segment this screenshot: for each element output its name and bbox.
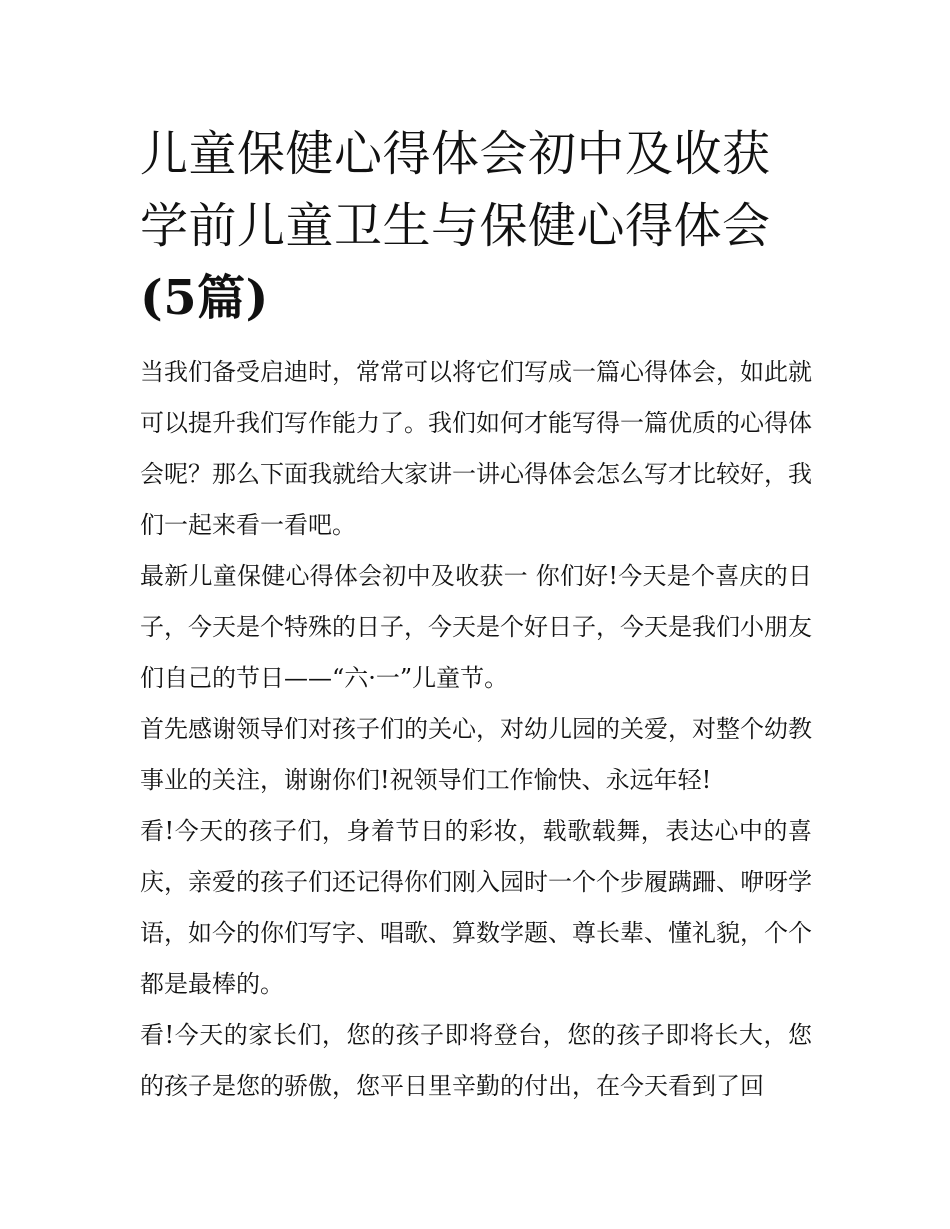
paragraph-parents: 看!今天的家长们，您的孩子即将登台，您的孩子即将长大，您的孩子是您的骄傲，您平日里辛勤的付出，在今天看到了回 [140, 1021, 812, 1100]
title-line-2: 学前儿童卫生与保健心得体会 [140, 198, 771, 254]
paragraph-intro: 当我们备受启迪时，常常可以将它们写成一篇心得体会，如此就可以提升我们写作能力了。我们如何才能写得一篇优质的心得体会呢？那么下面我就给大家讲一讲心得体会怎么写才比较好，我们一起来看一看吧。 [140, 358, 812, 539]
title-line-3: (5篇) [140, 270, 269, 326]
paragraph-thanks: 首先感谢领导们对孩子们的关心，对幼儿园的关爱，对整个幼教事业的关注，谢谢你们!祝领导们工作愉快、永远年轻! [140, 715, 812, 794]
title-line-1: 儿童保健心得体会初中及收获 [140, 126, 771, 182]
document-title [140, 118, 812, 334]
paragraph-children: 看!今天的孩子们，身着节日的彩妆，载歌载舞，表达心中的喜庆，亲爱的孩子们还记得你们刚入园时一个个步履蹒跚、咿呀学语，如今的你们写字、唱歌、算数学题、尊长辈、懂礼貌，个个都是最棒的。 [140, 817, 812, 998]
paragraph-greeting: 最新儿童保健心得体会初中及收获一 你们好!今天是个喜庆的日子，今天是个特殊的日子，今天是个好日子，今天是我们小朋友们自己的节日——“六·一”儿童节。 [140, 562, 812, 692]
document-page [140, 118, 812, 1112]
